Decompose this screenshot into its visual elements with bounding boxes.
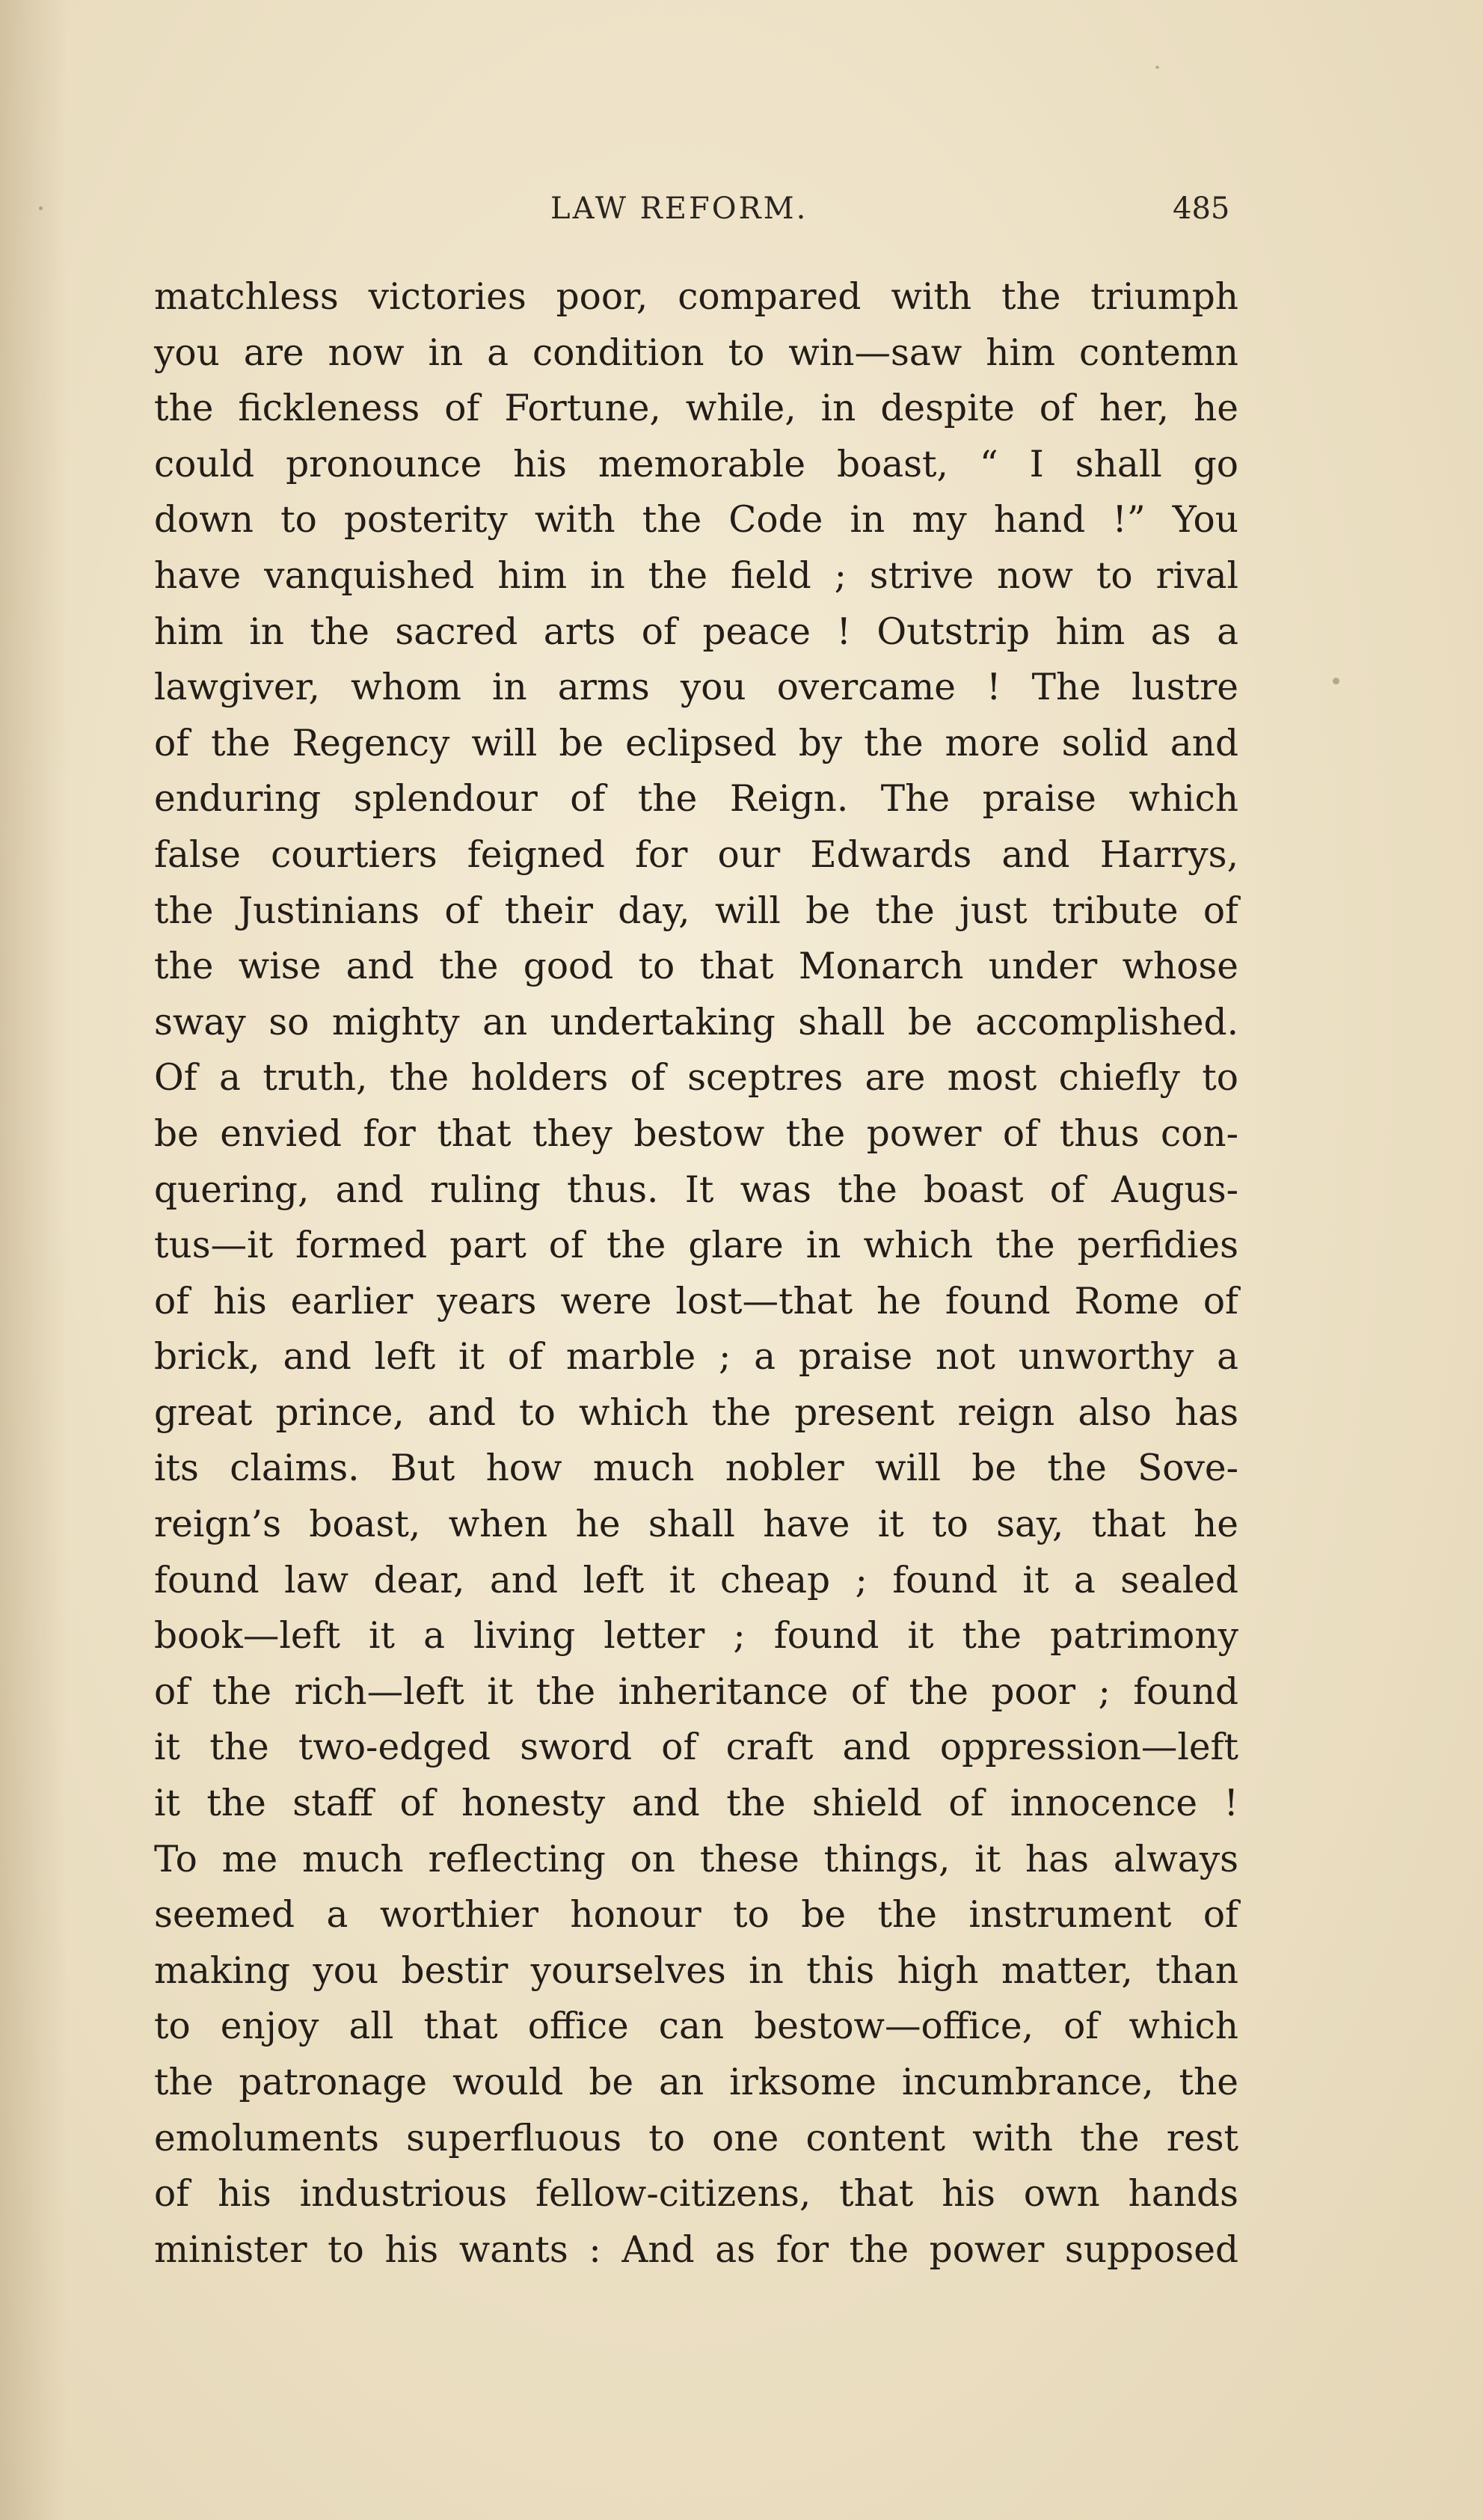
text-line: sway so mighty an undertaking shall be accomplished.: [154, 1001, 1238, 1043]
text-line: of his earlier years were lost—that he found Rome of: [154, 1280, 1238, 1322]
text-line: it the staff of honesty and the shield of innocence !: [154, 1782, 1238, 1825]
text-line: the fickleness of Fortune, while, in despite of her, he: [154, 387, 1238, 430]
text-line: lawgiver, whom in arms you overcame ! The lustre: [154, 666, 1238, 709]
text-line: minister to his wants : And as for the power supposed: [154, 2228, 1238, 2271]
text-line: of the rich—left it the inheritance of the poor ; found: [154, 1670, 1238, 1713]
text-line: Of a truth, the holders of sceptres are most chiefly to: [154, 1057, 1238, 1100]
text-line: enduring splendour of the Reign. The praise which: [154, 778, 1238, 821]
text-line: emoluments superfluous to one content with the rest: [154, 2117, 1238, 2159]
text-line: its claims. But how much nobler will be the Sove-: [154, 1447, 1238, 1490]
text-line: be envied for that they bestow the power of thus con-: [154, 1112, 1238, 1155]
text-line: of the Regency will be eclipsed by the more solid and: [154, 722, 1238, 764]
text-line: him in the sacred arts of peace ! Outstrip him as a: [154, 610, 1238, 653]
body-text: [154, 269, 1238, 2278]
text-line: making you bestir yourselves in this high matter, than: [154, 1949, 1238, 1992]
text-line: the Justinians of their day, will be the just tribute of: [154, 889, 1238, 932]
binding-gutter-shadow: [0, 0, 67, 2520]
text-line: false courtiers feigned for our Edwards and Harrys,: [154, 833, 1238, 876]
text-line: you are now in a condition to win—saw him contemn: [154, 331, 1238, 374]
text-line: tus—it formed part of the glare in which the perfidies: [154, 1224, 1238, 1267]
text-line: brick, and left it of marble ; a praise not unworthy a: [154, 1336, 1238, 1379]
text-line: matchless victories poor, compared with the triumph: [154, 276, 1238, 318]
text-line: seemed a worthier honour to be the instrument of: [154, 1894, 1238, 1937]
text-line: have vanquished him in the field ; strive now to rival: [154, 554, 1238, 597]
text-line: quering, and ruling thus. It was the boast of Augus-: [154, 1168, 1238, 1211]
text-line: could pronounce his memorable boast, “ I shall go: [154, 443, 1238, 485]
page-number: 485: [1173, 191, 1230, 226]
paper-speck: [1155, 66, 1159, 69]
text-line: To me much reflecting on these things, it has always: [154, 1838, 1238, 1880]
text-line: of his industrious fellow-citizens, that his own hands: [154, 2173, 1238, 2216]
text-line: down to posterity with the Code in my hand !” You: [154, 499, 1238, 542]
text-line: book—left it a living letter ; found it the patrimony: [154, 1615, 1238, 1658]
text-line: found law dear, and left it cheap ; found it a sealed: [154, 1559, 1238, 1601]
running-head: [0, 191, 1483, 236]
text-line: the patronage would be an irksome incumbrance, the: [154, 2061, 1238, 2103]
text-line: reign’s boast, when he shall have it to say, that he: [154, 1503, 1238, 1546]
text-line: great prince, and to which the present reign also has: [154, 1391, 1238, 1434]
text-line: to enjoy all that office can bestow—office, of which: [154, 2005, 1238, 2048]
text-line: the wise and the good to that Monarch under whose: [154, 945, 1238, 988]
text-line: it the two-edged sword of craft and oppression—left: [154, 1726, 1238, 1769]
paper-speck: [1333, 678, 1339, 684]
running-title: LAW REFORM.: [550, 191, 808, 226]
